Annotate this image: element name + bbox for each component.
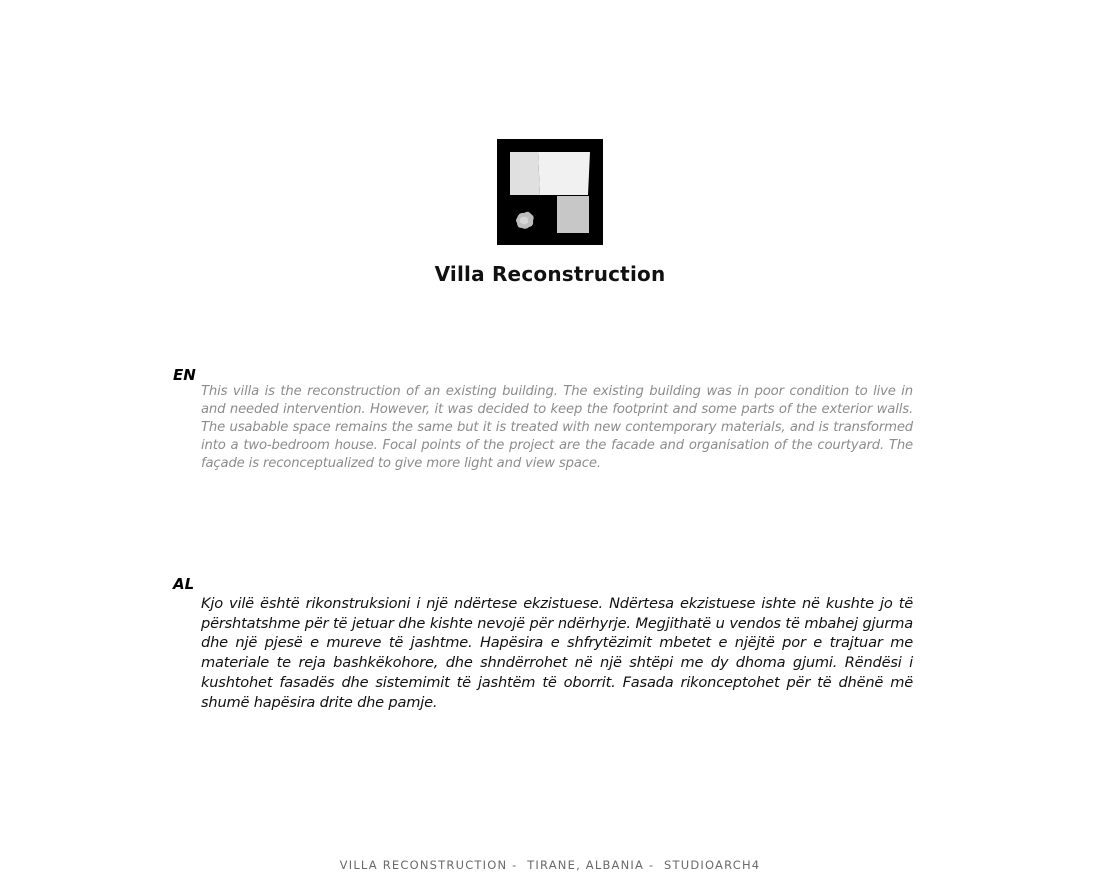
section-label-en: EN [173, 366, 196, 384]
villa-plan-logo-icon [497, 139, 603, 245]
description-en: This villa is the reconstruction of an existing building. The existing building was in poor condition to live in and needed intervention. However, it was decided to keep the footprint and some parts of the exterior walls. The usabable space remains the same but it is treated with new contemporary materials, and is transformed into a two-bedroom house. Focal points of the project are the facade and organisation of the courtyard. The façade is reconceptualized to give more light and view space. [201, 384, 913, 471]
footer-caption: VILLA RECONSTRUCTION - TIRANE, ALBANIA - STUDIOARCH4 [339, 858, 761, 872]
page-title: Villa Reconstruction [434, 262, 666, 286]
section-label-al: AL [173, 575, 195, 593]
description-al: Kjo vilë është rikonstruksioni i një ndërtese ekzistuese. Ndërtesa ekzistuese ishte në kushte jo të përshtatshme për të jetuar dhe kishte nevojë për ndërhyrje. Megjithatë u vendos të mbahej gjurma dhe një pjesë e mureve të jashtme. Hapësira e shfrytëzimit mbetet e njëjtë por e trajtuar me materiale te reja bashkëkohore, dhe shndërrohet në një shtëpi me dy dhoma gjumi. Rëndësi i kushtohet fasadës dhe sistemimit të jashtëm të oborrit. Fasada rikonceptohet për të dhënë më shumë hapësira drite dhe pamje. [201, 595, 913, 711]
